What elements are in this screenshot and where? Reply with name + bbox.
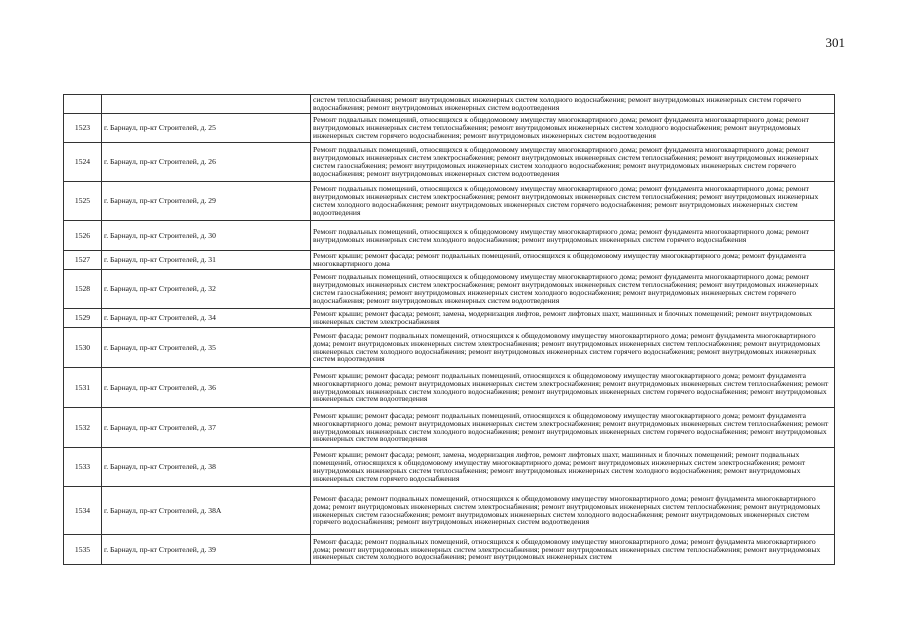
page-number: 301: [825, 35, 845, 50]
address-cell: г. Барнаул, пр-кт Строителей, д. 32: [102, 270, 311, 309]
table-body: [64, 95, 835, 565]
table-row: [64, 221, 835, 251]
table-row: [64, 143, 835, 182]
row-number-cell: 1527: [64, 251, 102, 270]
address-cell: [102, 95, 311, 114]
works-list-cell: Ремонт крыши; ремонт фасада; ремонт подвальных помещений, относящихся к общедомовому имуществу многоквартирного дома; ремонт фундамента многоквартирного дома; ремонт внутридомовых инженерных систем электроснабжения; ремонт внутридомовых инженерных систем теплоснабжения; ремонт внутридомовых инженерных систем холодного водоснабжения; ремонт внутридомовых инженерных систем горячего водоснабжения; ремонт внутридомовых инженерных систем водоотведения: [311, 368, 835, 408]
row-number-cell: 1525: [64, 182, 102, 221]
address-cell: г. Барнаул, пр-кт Строителей, д. 30: [102, 221, 311, 251]
row-number-cell: [64, 95, 102, 114]
address-cell: г. Барнаул, пр-кт Строителей, д. 39: [102, 535, 311, 565]
row-number-cell: 1532: [64, 408, 102, 448]
row-number-cell: 1533: [64, 448, 102, 487]
table-row: [64, 368, 835, 408]
row-number-cell: 1530: [64, 328, 102, 368]
row-number-cell: 1535: [64, 535, 102, 565]
address-cell: г. Барнаул, пр-кт Строителей, д. 35: [102, 328, 311, 368]
address-cell: г. Барнаул, пр-кт Строителей, д. 36: [102, 368, 311, 408]
works-list-cell: Ремонт фасада; ремонт подвальных помещений, относящихся к общедомовому имуществу многоквартирного дома; ремонт фундамента многоквартирного дома; ремонт внутридомовых инженерных систем электроснабжения; ремонт внутридомовых инженерных систем теплоснабжения; ремонт внутридомовых инженерных систем газоснабжения; ремонт внутридомовых инженерных систем холодного водоснабжения; ремонт внутридомовых инженерных систем горячего водоснабжения; ремонт внутридомовых инженерных систем водоотведения: [311, 487, 835, 535]
table-row: [64, 182, 835, 221]
row-number-cell: 1523: [64, 114, 102, 143]
table-row: [64, 251, 835, 270]
table-row: [64, 309, 835, 328]
table-row: [64, 328, 835, 368]
address-cell: г. Барнаул, пр-кт Строителей, д. 31: [102, 251, 311, 270]
row-number-cell: 1531: [64, 368, 102, 408]
row-number-cell: 1524: [64, 143, 102, 182]
address-cell: г. Барнаул, пр-кт Строителей, д. 34: [102, 309, 311, 328]
row-number-cell: 1529: [64, 309, 102, 328]
address-cell: г. Барнаул, пр-кт Строителей, д. 38А: [102, 487, 311, 535]
works-list-cell: Ремонт крыши; ремонт фасада; ремонт подвальных помещений, относящихся к общедомовому имуществу многоквартирного дома; ремонт фундамента многоквартирного дома; ремонт внутридомовых инженерных систем электроснабжения; ремонт внутридомовых инженерных систем теплоснабжения; ремонт внутридомовых инженерных систем холодного водоснабжения; ремонт внутридомовых инженерных систем горячего водоснабжения; ремонт внутридомовых инженерных систем водоотведения: [311, 408, 835, 448]
table-row: [64, 114, 835, 143]
works-list-cell: Ремонт подвальных помещений, относящихся к общедомовому имуществу многоквартирного дома; ремонт фундамента многоквартирного дома; ремонт внутридомовых инженерных систем электроснабжения; ремонт внутридомовых инженерных систем теплоснабжения; ремонт внутридомовых инженерных систем холодного водоснабжения; ремонт внутридомовых инженерных систем горячего водоснабжения; ремонт внутридомовых инженерных систем водоотведения: [311, 182, 835, 221]
address-cell: г. Барнаул, пр-кт Строителей, д. 25: [102, 114, 311, 143]
works-list-cell: Ремонт подвальных помещений, относящихся к общедомовому имуществу многоквартирного дома; ремонт фундамента многоквартирного дома; ремонт внутридомовых инженерных систем электроснабжения; ремонт внутридомовых инженерных систем теплоснабжения; ремонт внутридомовых инженерных систем газоснабжения; ремонт внутридомовых инженерных систем холодного водоснабжения; ремонт внутридомовых инженерных систем горячего водоснабжения; ремонт внутридомовых инженерных систем водоотведения: [311, 270, 835, 309]
address-cell: г. Барнаул, пр-кт Строителей, д. 26: [102, 143, 311, 182]
repair-works-table: [63, 94, 835, 565]
address-cell: г. Барнаул, пр-кт Строителей, д. 38: [102, 448, 311, 487]
works-list-cell: Ремонт фасада; ремонт подвальных помещений, относящихся к общедомовому имуществу многоквартирного дома; ремонт фундамента многоквартирного дома; ремонт внутридомовых инженерных систем электроснабжения; ремонт внутридомовых инженерных систем теплоснабжения; ремонт внутридомовых инженерных систем холодного водоснабжения; ремонт внутридомовых инженерных систем: [311, 535, 835, 565]
works-list-cell: Ремонт фасада; ремонт подвальных помещений, относящихся к общедомовому имуществу многоквартирного дома; ремонт фундамента многоквартирного дома; ремонт внутридомовых инженерных систем электроснабжения; ремонт внутридомовых инженерных систем теплоснабжения; ремонт внутридомовых инженерных систем холодного водоснабжения; ремонт внутридомовых инженерных систем горячего водоснабжения; ремонт внутридомовых инженерных систем водоотведения: [311, 328, 835, 368]
works-list-cell: систем теплоснабжения; ремонт внутридомовых инженерных систем холодного водоснабжения; ремонт внутридомовых инженерных систем горячего водоснабжения; ремонт внутридомовых инженерных систем водоотведения: [311, 95, 835, 114]
works-list-cell: Ремонт подвальных помещений, относящихся к общедомовому имуществу многоквартирного дома; ремонт фундамента многоквартирного дома; ремонт внутридомовых инженерных систем холодного водоснабжения; ремонт внутридомовых инженерных систем горячего водоснабжения: [311, 221, 835, 251]
works-list-cell: Ремонт подвальных помещений, относящихся к общедомовому имуществу многоквартирного дома; ремонт фундамента многоквартирного дома; ремонт внутридомовых инженерных систем электроснабжения; ремонт внутридомовых инженерных систем теплоснабжения; ремонт внутридомовых инженерных систем газоснабжения; ремонт внутридомовых инженерных систем холодного водоснабжения; ремонт внутридомовых инженерных систем горячего водоснабжения; ремонт внутридомовых инженерных систем водоотведения: [311, 143, 835, 182]
row-number-cell: 1528: [64, 270, 102, 309]
works-list-cell: Ремонт подвальных помещений, относящихся к общедомовому имуществу многоквартирного дома; ремонт фундамента многоквартирного дома; ремонт внутридомовых инженерных систем теплоснабжения; ремонт внутридомовых инженерных систем холодного водоснабжения; ремонт внутридомовых инженерных систем горячего водоснабжения; ремонт внутридомовых инженерных систем водоотведения: [311, 114, 835, 143]
works-list-cell: Ремонт крыши; ремонт фасада; ремонт, замена, модернизация лифтов, ремонт лифтовых шахт, машинных и блочных помещений; ремонт внутридомовых инженерных систем электроснабжения: [311, 309, 835, 328]
address-cell: г. Барнаул, пр-кт Строителей, д. 29: [102, 182, 311, 221]
table-row: [64, 95, 835, 114]
address-cell: г. Барнаул, пр-кт Строителей, д. 37: [102, 408, 311, 448]
table-row: [64, 487, 835, 535]
works-list-cell: Ремонт крыши; ремонт фасада; ремонт подвальных помещений, относящихся к общедомовому имуществу многоквартирного дома; ремонт фундамента многоквартирного дома: [311, 251, 835, 270]
works-list-cell: Ремонт крыши; ремонт фасада; ремонт, замена, модернизация лифтов, ремонт лифтовых шахт, машинных и блочных помещений; ремонт подвальных помещений, относящихся к общедомовому имуществу многоквартирного дома; ремонт внутридомовых инженерных систем электроснабжения; ремонт внутридомовых инженерных систем теплоснабжения; ремонт внутридомовых инженерных систем холодного водоснабжения; ремонт внутридомовых инженерных систем горячего водоснабжения: [311, 448, 835, 487]
table-row: [64, 408, 835, 448]
table-row: [64, 448, 835, 487]
row-number-cell: 1526: [64, 221, 102, 251]
table-row: [64, 535, 835, 565]
table-row: [64, 270, 835, 309]
row-number-cell: 1534: [64, 487, 102, 535]
